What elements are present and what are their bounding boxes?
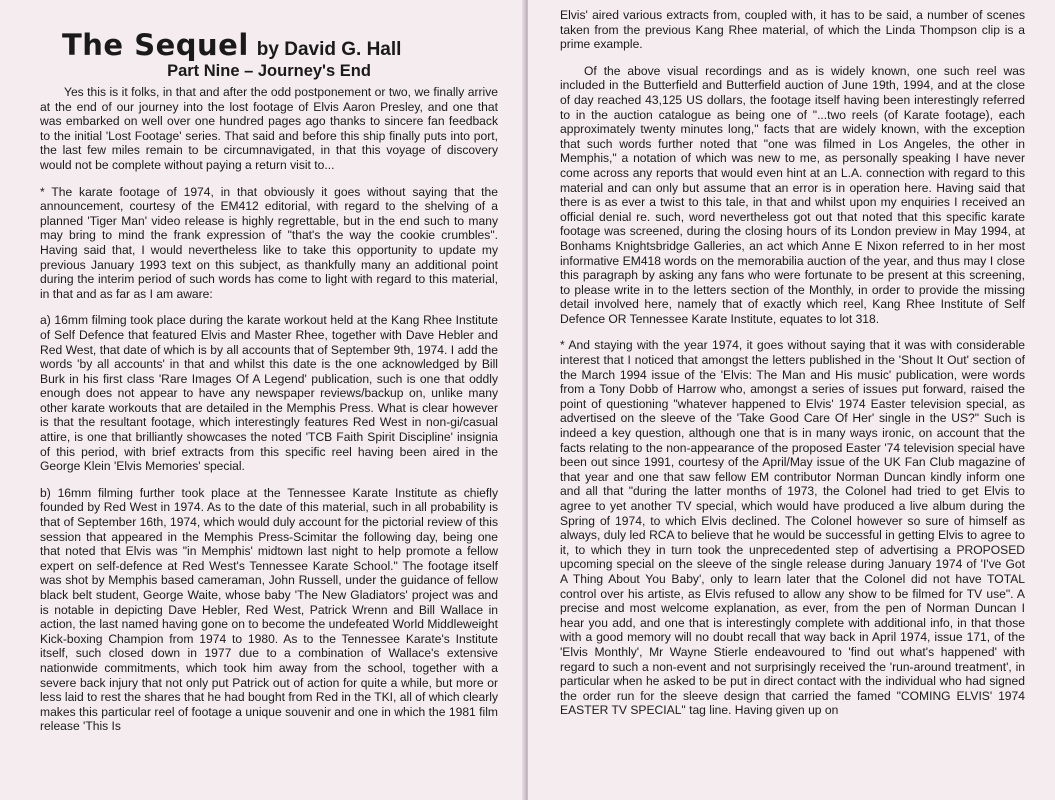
article-header — [62, 30, 498, 61]
paragraph-karate-footage: * The karate footage of 1974, in that obviously it goes without saying that the announcement, courtesy of the EM412 editorial, with regard to the shelving of a planned 'Tiger Man' video release is highly regrettable, but in the end such to many may bring to mind the frank expression of "that's the way the cookie crumbles". Having said that, I would nevertheless like to take this opportunity to update my previous January 1993 text on this subject, as thankfully many an additional point during the interim period of such words has come to light with regard to this material, in that and as far as I am aware: — [40, 184, 498, 301]
paragraph-easter-special: * And staying with the year 1974, it goes without saying that it was with considerable interest that I noticed that amongst the letters published in the 'Shout It Out' section of the March 1994 issue of the 'Elvis: The Man and His music' publication, were words from a Tony Dobb of Harrow who, amongst a series of issues put forward, raised the point of questioning "whatever happened to Elvis' 1974 Easter television special, as advertised on the sleeve of the 'Take Good Care Of Her' single in the US?" Such is indeed a key question, although one that is in many ways ironic, on account that the facts relating to the non-appearance of the proposed Easter '74 television special have been out since 1991, courtesy of the April/May issue of the UK Fan Club magazine of that year and one that saw fellow EM contributor Norman Duncan kindly inform one and all that "during the latter months of 1973, the Colonel had tried to get Elvis to agree to yet another TV special, which would have produced a live album during the Spring of 1974, to which Elvis declined. The Colonel however so sure of himself as always, duly led RCA to believe that he would be successful in getting Elvis to agree to it, to which they in turn took the unprecedented step of advertising a PROPOSED upcoming special on the sleeve of the single release during January 1974 of 'I've Got A Thing About You Baby', only to learn later that the Colonel did not have TOTAL control over his artiste, as Elvis refused to allow any show to be filmed for TV use". A precise and most welcome explanation, as ever, from the pen of Norman Duncan I hear you add, and one that is interestingly complete with additional info, in that those with a good memory will no doubt recall that way back in April 1974, issue 171, of the 'Elvis Monthly', Mr Wayne Stierle endeavoured to 'find out what's happened' with regard to such a non-event and not surprisingly received the 'run-around treatment', in particular when he asked to be put in direct contact with the individual who had signed the order run for the sleeve design that carried the famed "COMING ELVIS' 1974 EASTER TV SPECIAL" tag line. Having given up on — [560, 338, 1025, 718]
paragraph-auction: Of the above visual recordings and as is widely known, one such reel was included in the Butterfield and Butterfield auction of June 19th, 1994, and at the close of day reached 43,125 US dollars, the footage itself having been interestingly referred to in the auction catalogue as being one of "...two reels (of Karate footage), each approximately twenty minutes long," facts that are widely known, with the exception that such words further noted that "one was filmed in Los Angeles, the other in Memphis," a notation of which was new to me, as personally speaking I have never come across any reports that would even hint at an L.A. connection with regard to this material and can only but assume that an error is in operation here. Having said that there is as ever a twist to this tale, in that and whilst upon my enquiries I received an official denial re. such, word nevertheless got out that noted that this specific karate footage was screened, during the closing hours of its London preview in May 1994, at Bonhams Knightsbridge Galleries, an act which Anne E Nixon referred to in her most informative EM418 words on the memorabilia auction of the year, and thus may I close this paragraph by asking any fans who were fortunate to be present at this screening, to please write in to the letters section of the Monthly, in order to provide the missing detail involved here, namely that of exactly which reel, Kang Rhee Institute of Self Defence OR Tennessee Karate Institute, equates to lot 318. — [560, 63, 1025, 326]
left-page — [0, 0, 526, 800]
paragraph-item-a: a) 16mm filming took place during the karate workout held at the Kang Rhee Institute of Self Defence that featured Elvis and Master Rhee, together with Dave Hebler and Red West, that date of which is by all accounts that of September 9th, 1974. I add the words 'by all accounts' in that and whilst this date is the one acknowledged by Bill Burk in his first class 'Rare Images Of A Legend' publication, such is one that oddly enough does not appear to have any newspaper reviews/backup on, unlike many other karate workouts that are detailed in the Memphis Press. What is clear however is that the resultant footage, which interestingly features Red West in non-gi/casual attire, is one that brilliantly showcases the noted 'TCB Faith Spirit Discipline' insignia of this period, with brief extracts from this specific reel having been aired in the George Klein 'Elvis Memories' special. — [40, 313, 498, 474]
article-subtitle: Part Nine – Journey's End — [167, 62, 371, 80]
article-title: The Sequel — [62, 28, 249, 62]
paragraph-intro: Yes this is it folks, in that and after the odd postponement or two, we finally arrive at the end of our journey into the lost footage of Elvis Aaron Presley, and one that was embarked on well over one hundred pages ago thanks to sincere fan feedback to the initial 'Lost Footage' series. That said and before this ship finally puts into port, the last few miles remain to be circumnavigated, in that this voyage of discovery would not be complete without paying a return visit to... — [40, 85, 498, 172]
paragraph-item-b: b) 16mm filming further took place at the Tennessee Karate Institute as chiefly founded by Red West in 1974. As to the date of this material, such in all probability is that of September 16th, 1974, which would duly account for the pictorial review of this session that appeared in the Memphis Press-Scimitar the following day, being one that noted that Elvis was "in Memphis' midtown last night to help promote a fellow expert on self-defence at Red West's Tennessee Karate School." The footage itself was shot by Memphis based cameraman, John Russell, under the guidance of fellow black belt student, George Waite, whose baby 'The New Gladiators' project was and is notable in depicting Dave Hebler, Red West, Patrick Wrenn and Bill Wallace in action, the last named having gone on to become the undefeated World Middleweight Kick-boxing Champion from 1974 to 1980. As to the Tennessee Karate's Institute itself, such closed down in 1977 due to a combination of Wallace's extensive nationwide commitments, which took him away from the school, together with a severe back injury that not only put Patrick out of action for quite a while, but more or less laid to rest the shares that he had bought from Red in the TKI, all of which clearly makes this particular reel of footage a unique souvenir and one in which the 1981 film release 'This Is — [40, 485, 498, 734]
paragraph-continuation: Elvis' aired various extracts from, coupled with, it has to be said, a number of scenes taken from the previous Kang Rhee material, of which the Linda Thompson clip is a prime example. — [560, 8, 1025, 52]
article-byline: by David G. Hall — [256, 39, 402, 60]
right-page — [528, 0, 1055, 800]
